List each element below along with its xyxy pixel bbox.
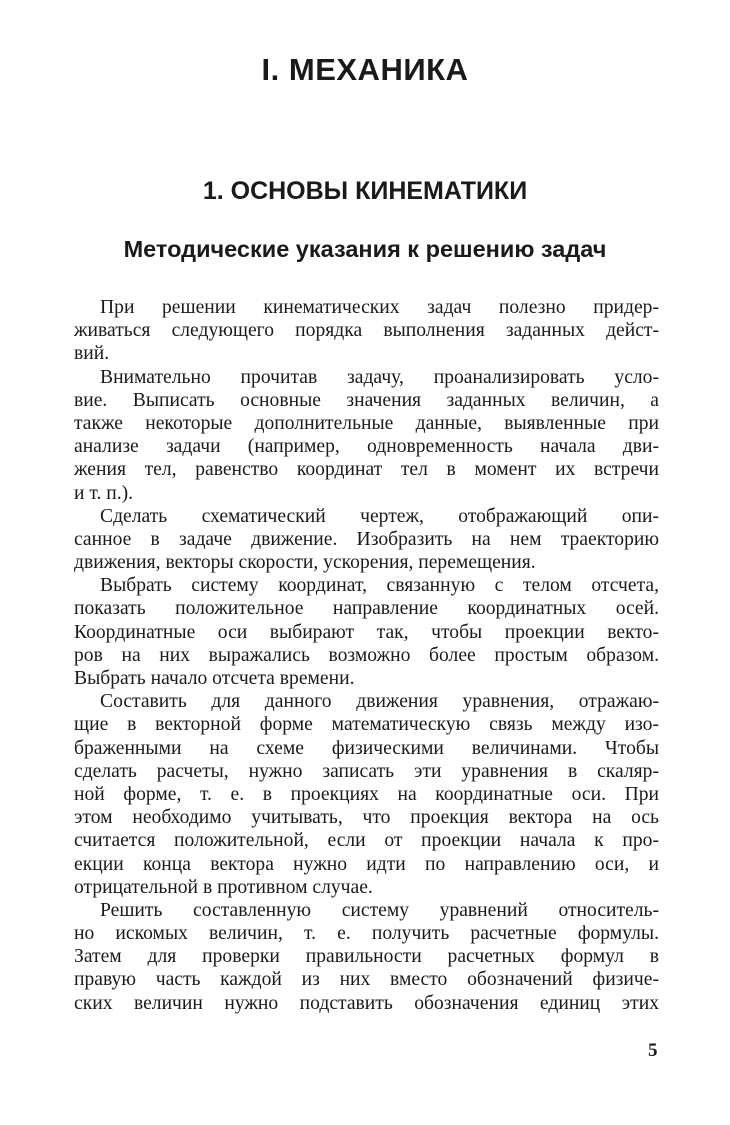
text-line: санное в задаче движение. Изобразить на нем траекторию bbox=[74, 528, 659, 550]
text-line: жения тел, равенство координат тел в момент их встречи bbox=[74, 459, 659, 481]
text-line: и т. п.). bbox=[74, 482, 134, 504]
text-line: браженными на схеме физическими величинами. Чтобы bbox=[74, 737, 659, 759]
text-line: движения, векторы скорости, ускорения, перемещения. bbox=[74, 552, 536, 574]
paragraph bbox=[74, 899, 659, 1015]
text-line: вие. Выписать основные значения заданных величин, а bbox=[74, 389, 659, 411]
text-line: Выбрать начало отсчета времени. bbox=[74, 668, 355, 689]
text-line: Выбрать систему координат, связанную с телом отсчета, bbox=[100, 575, 659, 597]
text-line: Координатные оси выбирают так, чтобы проекции векто- bbox=[74, 621, 659, 643]
text-line: анализе задачи (например, одновременность начала дви- bbox=[74, 436, 659, 458]
chapter-title: 1. ОСНОВЫ КИНЕМАТИКИ bbox=[202, 177, 528, 205]
paragraph bbox=[74, 505, 659, 575]
paragraph bbox=[74, 366, 659, 505]
text-line: но искомых величин, т. е. получить расчетные формулы. bbox=[74, 923, 659, 945]
text-line: щие в векторной форме математическую связь между изо- bbox=[74, 714, 659, 736]
text-line: считается положительной, если от проекции начала к про- bbox=[74, 830, 659, 852]
text-line: отрицательной в противном случае. bbox=[74, 876, 373, 898]
text-line: Составить для данного движения уравнения, отражаю- bbox=[100, 691, 659, 713]
text-line: Затем для проверки правильности расчетных формул в bbox=[74, 946, 659, 968]
text-line: показать положительное направление координатных осей. bbox=[74, 598, 659, 620]
paragraph bbox=[74, 690, 659, 899]
text-line: также некоторые дополнительные данные, выявленные при bbox=[74, 412, 659, 434]
text-line: Внимательно прочитав задачу, проанализировать усло- bbox=[100, 366, 659, 388]
text-line: сделать расчеты, нужно записать эти уравнения в скаляр- bbox=[74, 760, 659, 782]
section-title: Методические указания к решению задач bbox=[123, 236, 607, 262]
text-line: При решении кинематических задач полезно придер- bbox=[100, 297, 659, 318]
paragraph bbox=[74, 574, 659, 690]
paragraph bbox=[74, 296, 659, 366]
page-number: 5 bbox=[648, 1040, 658, 1061]
text-line: Сделать схематический чертеж, отображающий опи- bbox=[100, 505, 659, 527]
text-line: вий. bbox=[74, 343, 110, 365]
text-line: ной форме, т. е. в проекциях на координатные оси. При bbox=[74, 783, 659, 805]
part-title: I. МЕХАНИКА bbox=[261, 52, 469, 87]
text-line: правую часть каждой из них вместо обозначений физиче- bbox=[74, 969, 659, 991]
text-line: ских величин нужно подставить обозначения единиц этих bbox=[74, 992, 659, 1014]
text-line: екции конца вектора нужно идти по направлению оси, и bbox=[74, 853, 659, 875]
text-line: живаться следующего порядка выполнения заданных дейст- bbox=[74, 320, 659, 342]
body-text bbox=[74, 296, 659, 1015]
text-line: ров на них выражались возможно более простым образом. bbox=[74, 644, 659, 666]
text-line: Решить составленную систему уравнений относитель- bbox=[100, 899, 659, 921]
text-line: этом необходимо учитывать, что проекция вектора на ось bbox=[74, 807, 659, 829]
